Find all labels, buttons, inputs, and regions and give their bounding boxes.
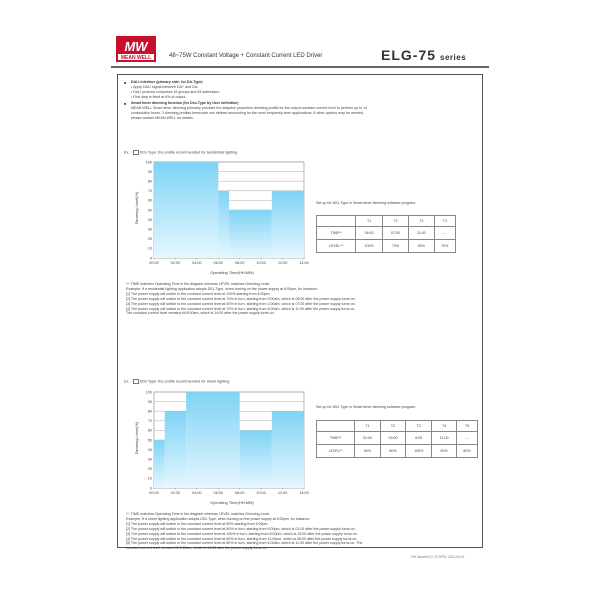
dimming-step-area xyxy=(240,430,272,488)
dali-item-3: • First step is fixed at 6% of output. xyxy=(131,95,187,99)
x-tick-label: 04:00 xyxy=(192,491,202,495)
table-cell: TIME** xyxy=(317,432,355,445)
note-line: **: TIME matches Operating Time in the diagram whereas LEVEL matches Dimming Level. xyxy=(126,512,271,516)
y-axis-label: Dimming Level(%) xyxy=(134,191,139,225)
table-header-cell: T4 xyxy=(432,421,457,432)
table-cell: 80% xyxy=(457,445,478,458)
table-header-cell: T2 xyxy=(380,421,405,432)
y-tick-label: 0 xyxy=(149,256,152,261)
table-row xyxy=(317,240,456,253)
note-line: [2] The power supply will switch to the constant current level at 70% in turn, starting from 0:00am, which is 06:00 after the power supply turns on. xyxy=(126,296,356,301)
datasheet-page xyxy=(111,36,489,564)
x-tick-label: 08:00 xyxy=(234,261,245,265)
table-cell: 06:00 xyxy=(356,227,383,240)
x-tick-label: 02:30 xyxy=(170,491,181,495)
y-tick-label: 80 xyxy=(147,179,152,184)
y-tick-label: 40 xyxy=(147,217,152,222)
dimming-step-area xyxy=(186,392,240,488)
note-line: [3] The power supply will switch to the constant current level at 50% in turn, starting from 1:00am, which is 07:00 after the power supply turns on. xyxy=(126,301,356,306)
note-line: [4] The power supply will switch to the constant current level at 60% in turn, starting from 11:00pm, which is 06:00 after the power supply turns on. xyxy=(126,536,358,541)
x-tick-label: 08:00 xyxy=(234,491,245,495)
x-tick-label: 14:00 xyxy=(299,261,309,265)
table-cell: 50% xyxy=(409,240,434,253)
y-tick-label: 80 xyxy=(147,409,152,414)
table-cell: 6:00 xyxy=(406,432,432,445)
table-cell: 100% xyxy=(406,445,432,458)
header-divider xyxy=(111,66,489,68)
y-tick-label: 90 xyxy=(147,169,152,174)
mean-well-logo xyxy=(116,36,156,62)
table-header-cell: T1 xyxy=(355,421,380,432)
note-line: [3] The power supply will switch to the constant current level at 100% in turn, starting from 8:00pm, which is 03:00 after the power supply turns on. xyxy=(126,531,358,536)
x-tick-label: 14:00 xyxy=(299,491,309,495)
table-cell: 50% xyxy=(355,445,380,458)
y-tick-label: 60 xyxy=(147,198,152,203)
x-tick-label: 04:00 xyxy=(192,261,202,265)
y-tick-label: 40 xyxy=(147,447,152,452)
dimming-step-area xyxy=(272,191,304,258)
smart-line-2: consecutive hours. 3 dimming profiles hereunder are defined accounting for the most frequently seen applications. If other options may be needed, xyxy=(131,111,364,115)
dimming-step-area xyxy=(165,411,186,488)
table-header-cell xyxy=(317,216,356,227)
note-line: [5] The power supply will switch to the constant current level at 80% in turn, starting from 4:00am, which is 11:00 after the power supply turns on. The xyxy=(126,541,363,546)
table-header-cell: T3 xyxy=(406,421,432,432)
table-header-cell: T5 xyxy=(457,421,478,432)
table-cell: 100% xyxy=(356,240,383,253)
x-tick-label: 10:00 xyxy=(256,491,266,495)
dali-item-1: • Apply DALI signal between DA+ and DA-. xyxy=(131,85,200,89)
dimming-step-area xyxy=(272,411,304,488)
y-tick-label: 10 xyxy=(147,246,152,251)
example1-label: Ex. : D01-Type: the profile recommended for residential lighting xyxy=(124,150,238,155)
table-row xyxy=(317,445,478,458)
model-title xyxy=(381,47,466,63)
y-tick-label: 50 xyxy=(147,438,152,443)
brand-logo-text: MEAN WELL xyxy=(120,55,152,61)
y-tick-label: 60 xyxy=(147,428,152,433)
dali-item-2: • DALI protocol comprises 16 groups and 64 addresses. xyxy=(131,90,220,94)
table-cell: TIME** xyxy=(317,227,356,240)
x-tick-label: 12:00 xyxy=(277,491,288,495)
y-tick-label: 100 xyxy=(145,390,152,395)
table-cell: 07:00 xyxy=(382,227,408,240)
note-line: The constant current level remains till 8:00am, which is 14:00 after the power supply turns on. xyxy=(126,311,275,316)
y-tick-label: 70 xyxy=(147,419,152,424)
table-cell: 11:00 xyxy=(432,432,457,445)
example2-label: Ex. : D02-Type: the profile recommended for street lighting xyxy=(124,379,230,384)
smart-line-3: please contact MEAN WELL for details. xyxy=(131,116,194,120)
setup-caption-2: Set up for D02-Type in Smart timer dimming software program. xyxy=(316,405,417,409)
table-cell: 80% xyxy=(380,445,405,458)
y-tick-label: 20 xyxy=(147,467,152,472)
dimming-step-area xyxy=(218,191,229,258)
bullet-icon: ■ xyxy=(124,81,127,85)
table-cell: 70% xyxy=(382,240,408,253)
smart-title: Smart timer dimming function (for Dxx-Type by User definition) xyxy=(131,101,239,105)
table-cell: 70% xyxy=(434,240,455,253)
table-cell: 11:00 xyxy=(409,227,434,240)
table-cell: LEVEL** xyxy=(317,240,356,253)
d02-dimming-chart xyxy=(132,388,312,506)
note-line: Example: If a street lighting application adopts D02-Type, when turning on the power supply at 5:00pm, for instance: xyxy=(126,516,311,521)
y-tick-label: 70 xyxy=(147,189,152,194)
y-tick-label: 30 xyxy=(147,227,152,232)
document-subtitle: 48~75W Constant Voltage + Constant Current LED Driver xyxy=(169,53,323,59)
x-tick-label: 12:00 xyxy=(277,261,288,265)
x-tick-label: 02:00 xyxy=(170,261,181,265)
y-tick-label: 10 xyxy=(147,476,152,481)
svg-text:MW: MW xyxy=(124,39,148,54)
d01-setup-table xyxy=(316,215,456,253)
y-tick-label: 50 xyxy=(147,208,152,213)
table-header-cell xyxy=(317,421,355,432)
y-tick-label: 0 xyxy=(149,486,152,491)
x-tick-label: 06:00 xyxy=(213,261,224,265)
x-tick-label: 06:00 xyxy=(213,491,224,495)
x-axis-label: Operating Time(HH:MM) xyxy=(210,270,254,275)
d02-setup-table xyxy=(316,420,478,458)
dali-title: DALI interface (primary side; for DA-Type) xyxy=(131,80,203,84)
table-header-cell: T1 xyxy=(356,216,383,227)
note-line: [1] The power supply will switch to the constant current level at 50% starting from 5:00pm. xyxy=(126,521,269,526)
dimming-step-area xyxy=(229,210,272,258)
note-line: **: TIME matches Operating Time in the diagram whereas LEVEL matches Dimming Level. xyxy=(126,282,271,286)
note-line: [2] The power supply will switch to the constant current level at 80% in turn, starting from 6:00pm, which is 01:00 after the power supply turns on. xyxy=(126,526,356,531)
table-header-cell: T3 xyxy=(409,216,434,227)
table-row xyxy=(317,227,456,240)
bullet-icon: ■ xyxy=(124,102,127,106)
note-line: [4] The power supply will switch to the constant current level at 70% in turn, starting from 5:00am, which is 11:00 after the power supply turns on. xyxy=(126,306,356,311)
x-axis-label: Operating Time(HH:MM) xyxy=(210,500,254,505)
y-tick-label: 100 xyxy=(145,160,152,165)
series-label: series xyxy=(440,53,467,62)
table-cell: 60% xyxy=(432,445,457,458)
model-name: ELG-75 xyxy=(381,47,437,63)
dimming-step-area xyxy=(154,162,218,258)
table-cell: 03:00 xyxy=(380,432,405,445)
table-cell: LEVEL** xyxy=(317,445,355,458)
x-tick-label: 00:00 xyxy=(149,491,159,495)
table-header-cell: T2 xyxy=(382,216,408,227)
note-line: Example: If a residential lighting application adopts D01-Type, when turning on the power supply at 6:00pm, for instance: xyxy=(126,286,318,291)
table-cell: --- xyxy=(457,432,478,445)
y-tick-label: 30 xyxy=(147,457,152,462)
x-tick-label: 10:00 xyxy=(256,261,266,265)
y-axis-label: Dimming Level(%) xyxy=(134,421,139,455)
note-line: [1] The power supply will switch to the constant current level at 100% starting from 6:00pm. xyxy=(126,291,271,296)
dimming-step-area xyxy=(154,440,165,488)
y-tick-label: 90 xyxy=(147,399,152,404)
setup-caption-1: Set up for D01-Type in Smart timer dimming software program. xyxy=(316,201,417,205)
footer-filename: File Name:ELG-75-SPEC 2013-09-16 xyxy=(411,555,465,559)
table-cell: 01:00 xyxy=(355,432,380,445)
smart-line-1: MEAN WELL Smart timer dimming primarily provides the adaptive proportion dimming profile for the output constant current level to perform up to 14 xyxy=(131,106,368,110)
table-cell: --- xyxy=(434,227,455,240)
d01-dimming-chart xyxy=(132,158,312,276)
table-header-cell: T4 xyxy=(434,216,455,227)
content-frame xyxy=(117,74,483,551)
x-tick-label: 00:00 xyxy=(149,261,159,265)
y-tick-label: 20 xyxy=(147,237,152,242)
note-line: constant current level remains till 6:30am, which is 14:30 after the power supply turns on. xyxy=(126,546,268,551)
table-row xyxy=(317,432,478,445)
